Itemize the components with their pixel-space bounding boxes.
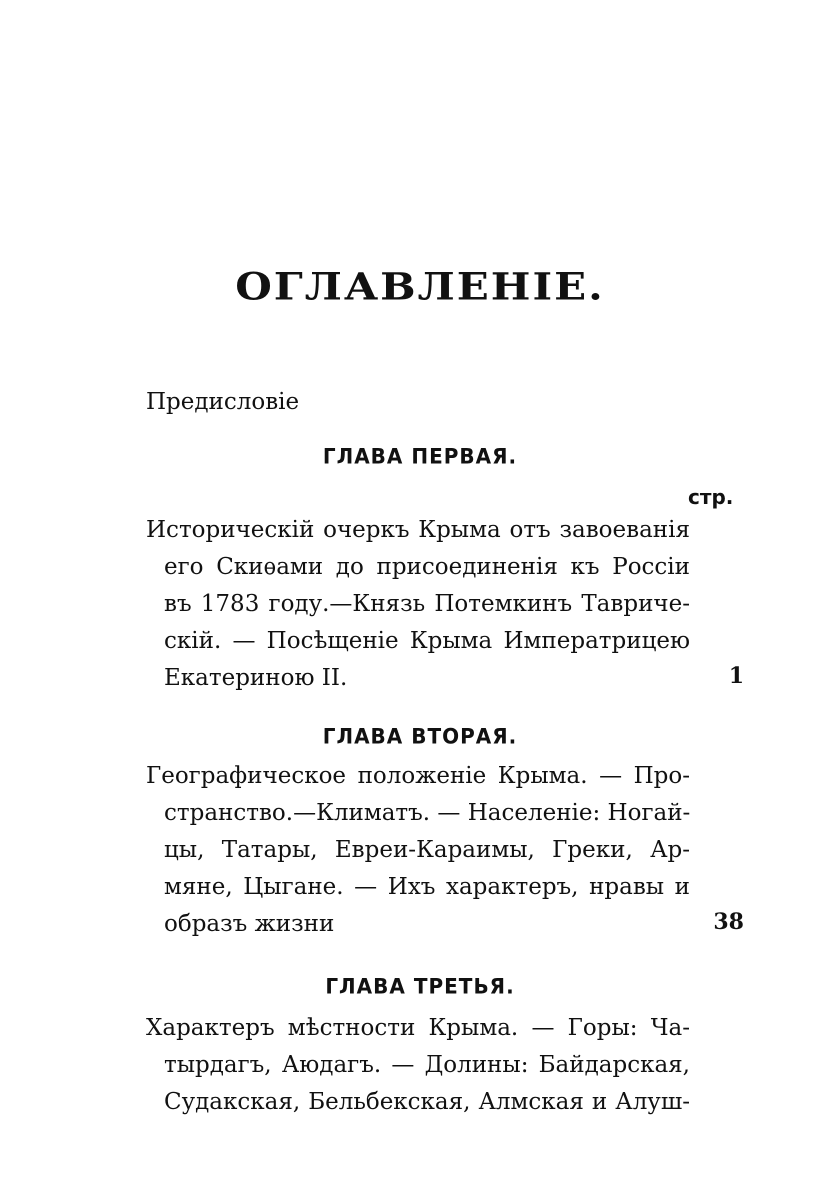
entry-line: Географическое положеніе Крыма. — Про- — [146, 763, 690, 789]
entry-line: Историческій очеркъ Крыма отъ завоеванія — [146, 517, 690, 543]
entry-line: скій. — Посѣщеніе Крыма Императрицею — [164, 628, 690, 654]
entry-line: въ 1783 году.—Князь Потемкинъ Тавриче- — [164, 591, 690, 617]
preface-entry: Предисловіе — [146, 389, 300, 415]
chapter-1-page-number: 1 — [728, 663, 744, 689]
chapter-2-entry — [146, 758, 690, 943]
entry-line: тырдагъ, Аюдагъ. — Долины: Байдарская, — [164, 1052, 690, 1078]
chapter-2-heading: ГЛАВА ВТОРАЯ. — [322, 723, 518, 749]
entry-line: странство.—Климатъ. — Населеніе: Ногай- — [164, 800, 691, 826]
entry-line: образъ жизни — [164, 911, 335, 937]
chapter-1-heading: ГЛАВА ПЕРВАЯ. — [322, 443, 518, 469]
entry-line: его Скиѳами до присоединенія къ Россіи — [164, 554, 690, 580]
chapter-2-page-number: 38 — [713, 909, 744, 935]
page-title: ОГЛАВЛЕНІЕ. — [235, 264, 605, 309]
page-column-label: стр. — [688, 485, 734, 509]
entry-line: Характеръ мѣстности Крыма. — Горы: Ча- — [146, 1015, 690, 1041]
entry-line: Екатериною II. — [164, 665, 348, 691]
chapter-3-entry — [146, 1010, 690, 1121]
entry-line: цы, Татары, Евреи-Караимы, Греки, Ар- — [164, 837, 690, 863]
chapter-3-heading: ГЛАВА ТРЕТЬЯ. — [325, 973, 515, 999]
chapter-1-entry — [146, 512, 690, 697]
entry-line: мяне, Цыгане. — Ихъ характеръ, нравы и — [164, 874, 690, 900]
entry-line: Судакская, Бельбекская, Алмская и Алуш- — [164, 1089, 690, 1115]
